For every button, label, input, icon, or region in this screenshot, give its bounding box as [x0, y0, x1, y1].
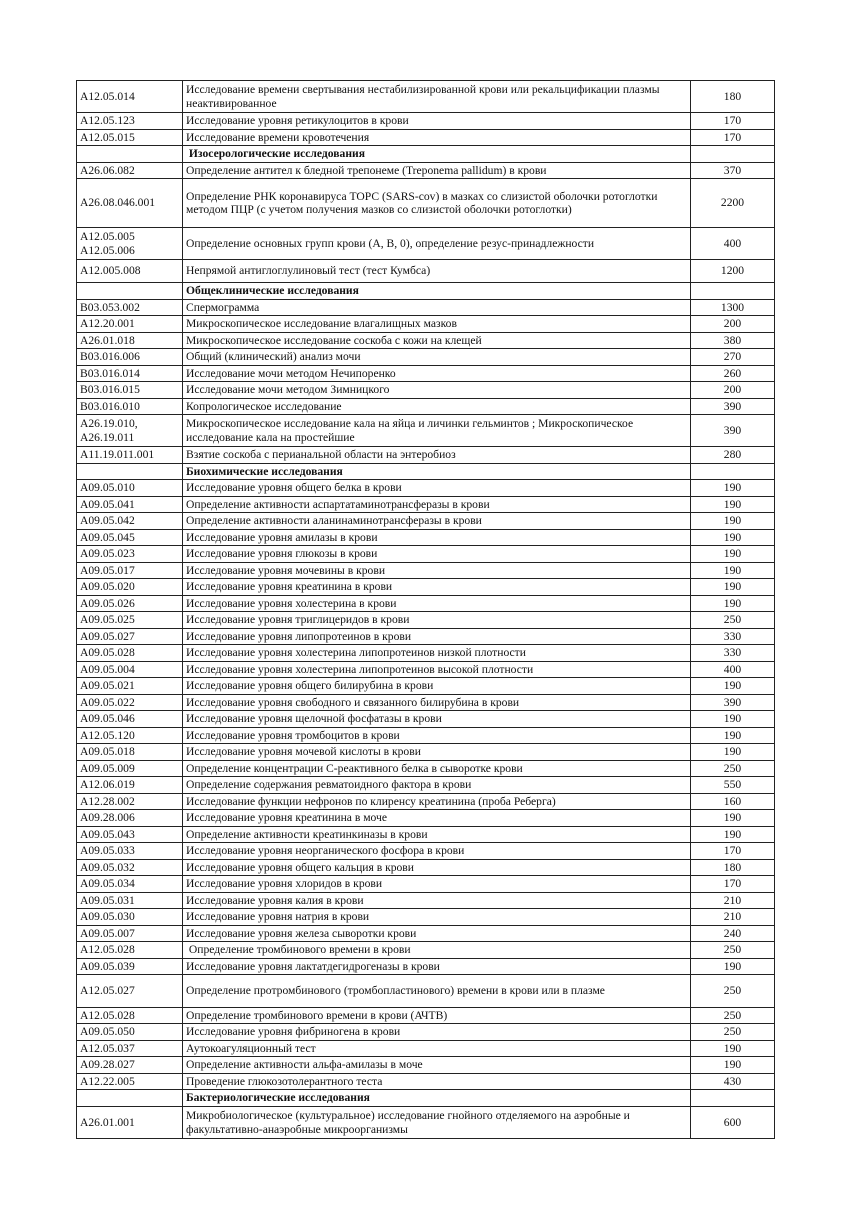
table-row [77, 299, 775, 316]
service-price: 200 [691, 382, 775, 399]
table-row [77, 628, 775, 645]
service-code: A09.05.004 [77, 661, 183, 678]
section-code-cell [77, 283, 183, 300]
service-price: 200 [691, 316, 775, 333]
service-name: Определение активности аспартатаминотрансферазы в крови [183, 496, 691, 513]
service-price: 190 [691, 496, 775, 513]
service-name: Определение тромбинового времени в крови (АЧТВ) [183, 1007, 691, 1024]
table-row [77, 227, 775, 259]
table-row [77, 892, 775, 909]
service-code: A09.05.031 [77, 892, 183, 909]
service-price: 190 [691, 810, 775, 827]
table-row [77, 975, 775, 1007]
service-price: 260 [691, 365, 775, 382]
section-header-row [77, 463, 775, 480]
service-code: A09.05.022 [77, 694, 183, 711]
service-price: 190 [691, 546, 775, 563]
service-price: 190 [691, 1057, 775, 1074]
service-name: Исследование уровня мочевины в крови [183, 562, 691, 579]
service-code: B03.016.010 [77, 398, 183, 415]
service-code: A12.05.027 [77, 975, 183, 1007]
section-code-cell [77, 1090, 183, 1107]
service-price: 190 [691, 1040, 775, 1057]
service-code: A09.05.028 [77, 645, 183, 662]
service-name: Исследование уровня лактатдегидрогеназы в крови [183, 958, 691, 975]
section-title: Изосерологические исследования [183, 146, 691, 163]
service-name: Определение содержания ревматоидного фактора в крови [183, 777, 691, 794]
service-name: Проведение глюкозотолерантного теста [183, 1073, 691, 1090]
service-price: 190 [691, 826, 775, 843]
table-row [77, 793, 775, 810]
table-row [77, 727, 775, 744]
service-price: 160 [691, 793, 775, 810]
service-price: 190 [691, 595, 775, 612]
section-price-cell [691, 1090, 775, 1107]
table-row [77, 1106, 775, 1138]
service-price: 600 [691, 1106, 775, 1138]
service-code: A09.05.046 [77, 711, 183, 728]
service-name: Исследование уровня хлоридов в крови [183, 876, 691, 893]
service-price: 240 [691, 925, 775, 942]
table-row [77, 595, 775, 612]
table-row [77, 958, 775, 975]
service-price: 390 [691, 398, 775, 415]
service-name: Исследование мочи методом Нечипоренко [183, 365, 691, 382]
service-code: A09.05.042 [77, 513, 183, 530]
service-price: 190 [691, 579, 775, 596]
table-row [77, 876, 775, 893]
service-name: Спермограмма [183, 299, 691, 316]
service-price: 250 [691, 612, 775, 629]
service-price: 170 [691, 113, 775, 130]
service-name: Исследование мочи методом Зимницкого [183, 382, 691, 399]
service-name: Определение антител к бледной трепонеме (Treponema pallidum) в крови [183, 162, 691, 179]
service-name: Непрямой антиглоглулиновый тест (тест Кумбса) [183, 260, 691, 283]
service-price: 370 [691, 162, 775, 179]
service-price: 210 [691, 892, 775, 909]
service-code: A09.28.006 [77, 810, 183, 827]
service-code: A09.05.033 [77, 843, 183, 860]
table-row [77, 162, 775, 179]
service-price: 380 [691, 332, 775, 349]
service-name: Исследование уровня амилазы в крови [183, 529, 691, 546]
table-row [77, 826, 775, 843]
table-row [77, 645, 775, 662]
table-row [77, 496, 775, 513]
service-code: A09.05.017 [77, 562, 183, 579]
section-price-cell [691, 283, 775, 300]
service-price: 1300 [691, 299, 775, 316]
table-row [77, 612, 775, 629]
service-code: A12.05.005 A12.05.006 [77, 227, 183, 259]
table-row [77, 316, 775, 333]
service-name: Исследование уровня тромбоцитов в крови [183, 727, 691, 744]
service-name: Исследование уровня общего белка в крови [183, 480, 691, 497]
service-name: Исследование уровня свободного и связанного билирубина в крови [183, 694, 691, 711]
section-header-row [77, 1090, 775, 1107]
service-name: Исследование уровня креатинина в крови [183, 579, 691, 596]
service-name: Определение тромбинового времени в крови [183, 942, 691, 959]
service-code: A12.05.037 [77, 1040, 183, 1057]
table-row [77, 415, 775, 447]
table-row [77, 365, 775, 382]
service-code: B03.016.006 [77, 349, 183, 366]
table-row [77, 843, 775, 860]
service-price: 170 [691, 843, 775, 860]
service-price: 400 [691, 661, 775, 678]
service-price: 280 [691, 447, 775, 464]
service-price: 270 [691, 349, 775, 366]
service-name: Микроскопическое исследование влагалищных мазков [183, 316, 691, 333]
service-name: Аутокоагуляционный тест [183, 1040, 691, 1057]
service-price: 170 [691, 129, 775, 146]
service-code: A12.005.008 [77, 260, 183, 283]
section-header-row [77, 283, 775, 300]
service-price: 190 [691, 529, 775, 546]
service-code: A12.05.015 [77, 129, 183, 146]
service-code: A11.19.011.001 [77, 447, 183, 464]
table-row [77, 925, 775, 942]
service-name: Определение РНК коронавируса ТОРС (SARS-cov) в мазках со слизистой оболочки ротоглотки методом ПЦР (с учетом получения мазков со слизистой оболочки ротоглотки) [183, 179, 691, 228]
service-price: 190 [691, 744, 775, 761]
section-code-cell [77, 146, 183, 163]
service-code: B03.016.014 [77, 365, 183, 382]
section-title: Биохимические исследования [183, 463, 691, 480]
table-row [77, 1040, 775, 1057]
table-row [77, 129, 775, 146]
table-row [77, 332, 775, 349]
service-price: 330 [691, 628, 775, 645]
service-name: Исследование уровня натрия в крови [183, 909, 691, 926]
service-price: 210 [691, 909, 775, 926]
service-code: A12.28.002 [77, 793, 183, 810]
service-code: A09.05.025 [77, 612, 183, 629]
table-row [77, 398, 775, 415]
service-code: A12.05.028 [77, 942, 183, 959]
service-name: Микроскопическое исследование соскоба с кожи на клещей [183, 332, 691, 349]
service-code: A09.05.030 [77, 909, 183, 926]
service-name: Определение активности креатинкиназы в крови [183, 826, 691, 843]
service-code: A12.22.005 [77, 1073, 183, 1090]
service-price: 330 [691, 645, 775, 662]
service-price: 250 [691, 1024, 775, 1041]
service-code: A09.05.041 [77, 496, 183, 513]
table-row [77, 942, 775, 959]
table-row [77, 777, 775, 794]
section-title: Бактериологические исследования [183, 1090, 691, 1107]
service-name: Исследование уровня ретикулоцитов в крови [183, 113, 691, 130]
table-row [77, 678, 775, 695]
service-price: 180 [691, 81, 775, 113]
section-price-cell [691, 463, 775, 480]
table-row [77, 1057, 775, 1074]
service-code: B03.053.002 [77, 299, 183, 316]
service-name: Исследование уровня креатинина в моче [183, 810, 691, 827]
section-code-cell [77, 463, 183, 480]
service-code: A09.05.026 [77, 595, 183, 612]
service-price: 190 [691, 958, 775, 975]
service-price: 250 [691, 975, 775, 1007]
table-row [77, 909, 775, 926]
service-price: 170 [691, 876, 775, 893]
service-code: A26.19.010, A26.19.011 [77, 415, 183, 447]
service-price: 190 [691, 727, 775, 744]
service-code: A09.05.045 [77, 529, 183, 546]
service-name: Исследование времени кровотечения [183, 129, 691, 146]
table-row [77, 546, 775, 563]
service-price: 390 [691, 415, 775, 447]
section-header-row [77, 146, 775, 163]
table-row [77, 179, 775, 228]
price-list-table [76, 80, 775, 1139]
service-code: A12.06.019 [77, 777, 183, 794]
service-name: Исследование уровня холестерина липопротеинов высокой плотности [183, 661, 691, 678]
section-title: Общеклинические исследования [183, 283, 691, 300]
service-code: A26.01.018 [77, 332, 183, 349]
table-row [77, 480, 775, 497]
table-row [77, 260, 775, 283]
service-price: 180 [691, 859, 775, 876]
service-code: A09.05.020 [77, 579, 183, 596]
service-name: Исследование уровня общего билирубина в крови [183, 678, 691, 695]
service-code: A09.05.010 [77, 480, 183, 497]
service-price: 190 [691, 678, 775, 695]
service-code: A09.05.021 [77, 678, 183, 695]
table-row [77, 579, 775, 596]
service-code: A12.05.028 [77, 1007, 183, 1024]
service-name: Исследование уровня мочевой кислоты в крови [183, 744, 691, 761]
service-price: 390 [691, 694, 775, 711]
service-code: A26.01.001 [77, 1106, 183, 1138]
service-price: 250 [691, 1007, 775, 1024]
service-price: 2200 [691, 179, 775, 228]
service-name: Исследование уровня неорганического фосфора в крови [183, 843, 691, 860]
service-name: Микроскопическое исследование кала на яйца и личинки гельминтов ; Микроскопическое исследование кала на простейшие [183, 415, 691, 447]
table-row [77, 859, 775, 876]
table-row [77, 810, 775, 827]
service-price: 190 [691, 480, 775, 497]
table-row [77, 744, 775, 761]
table-row [77, 1007, 775, 1024]
service-name: Исследование уровня глюкозы в крови [183, 546, 691, 563]
service-name: Исследование уровня железа сыворотки крови [183, 925, 691, 942]
table-row [77, 711, 775, 728]
table-row [77, 760, 775, 777]
table-row [77, 382, 775, 399]
service-name: Определение концентрации C-реактивного белка в сыворотке крови [183, 760, 691, 777]
price-list-body [77, 81, 775, 1139]
table-row [77, 694, 775, 711]
service-name: Определение основных групп крови (A, B, 0), определение резус-принадлежности [183, 227, 691, 259]
service-name: Исследование уровня холестерина липопротеинов низкой плотности [183, 645, 691, 662]
service-price: 190 [691, 513, 775, 530]
service-price: 190 [691, 711, 775, 728]
service-name: Исследование уровня триглицеридов в крови [183, 612, 691, 629]
service-price: 550 [691, 777, 775, 794]
service-price: 250 [691, 760, 775, 777]
service-name: Исследование уровня калия в крови [183, 892, 691, 909]
service-code: B03.016.015 [77, 382, 183, 399]
service-code: A09.05.039 [77, 958, 183, 975]
service-price: 430 [691, 1073, 775, 1090]
table-row [77, 349, 775, 366]
service-code: A09.05.032 [77, 859, 183, 876]
service-name: Взятие соскоба с перианальной области на энтеробиоз [183, 447, 691, 464]
table-row [77, 529, 775, 546]
service-price: 1200 [691, 260, 775, 283]
service-code: A12.05.120 [77, 727, 183, 744]
service-name: Исследование уровня общего кальция в крови [183, 859, 691, 876]
service-price: 250 [691, 942, 775, 959]
service-name: Общий (клинический) анализ мочи [183, 349, 691, 366]
table-row [77, 661, 775, 678]
service-code: A09.05.009 [77, 760, 183, 777]
service-code: A09.05.027 [77, 628, 183, 645]
table-row [77, 1024, 775, 1041]
table-row [77, 513, 775, 530]
service-name: Определение активности альфа-амилазы в моче [183, 1057, 691, 1074]
table-row [77, 1073, 775, 1090]
service-name: Исследование уровня фибриногена в крови [183, 1024, 691, 1041]
service-code: A26.08.046.001 [77, 179, 183, 228]
service-name: Исследование времени свертывания нестабилизированной крови или рекальцификации плазмы неактивированное [183, 81, 691, 113]
service-name: Исследование уровня щелочной фосфатазы в крови [183, 711, 691, 728]
service-code: A09.05.007 [77, 925, 183, 942]
service-code: A09.05.023 [77, 546, 183, 563]
service-name: Исследование функции нефронов по клиренсу креатинина (проба Реберга) [183, 793, 691, 810]
service-code: A26.06.082 [77, 162, 183, 179]
service-code: A12.05.123 [77, 113, 183, 130]
section-price-cell [691, 146, 775, 163]
service-code: A09.05.050 [77, 1024, 183, 1041]
service-price: 190 [691, 562, 775, 579]
service-name: Микробиологическое (культуральное) исследование гнойного отделяемого на аэробные и факультативно-анаэробные микроорганизмы [183, 1106, 691, 1138]
table-row [77, 113, 775, 130]
table-row [77, 447, 775, 464]
service-code: A09.05.034 [77, 876, 183, 893]
service-price: 400 [691, 227, 775, 259]
service-name: Исследование уровня липопротеинов в крови [183, 628, 691, 645]
service-code: A12.05.014 [77, 81, 183, 113]
service-name: Определение активности аланинаминотрансферазы в крови [183, 513, 691, 530]
service-code: A09.28.027 [77, 1057, 183, 1074]
service-name: Определение протромбинового (тромбопластинового) времени в крови или в плазме [183, 975, 691, 1007]
table-row [77, 81, 775, 113]
table-row [77, 562, 775, 579]
service-name: Исследование уровня холестерина в крови [183, 595, 691, 612]
service-name: Копрологическое исследование [183, 398, 691, 415]
service-code: A12.20.001 [77, 316, 183, 333]
service-code: A09.05.043 [77, 826, 183, 843]
service-code: A09.05.018 [77, 744, 183, 761]
